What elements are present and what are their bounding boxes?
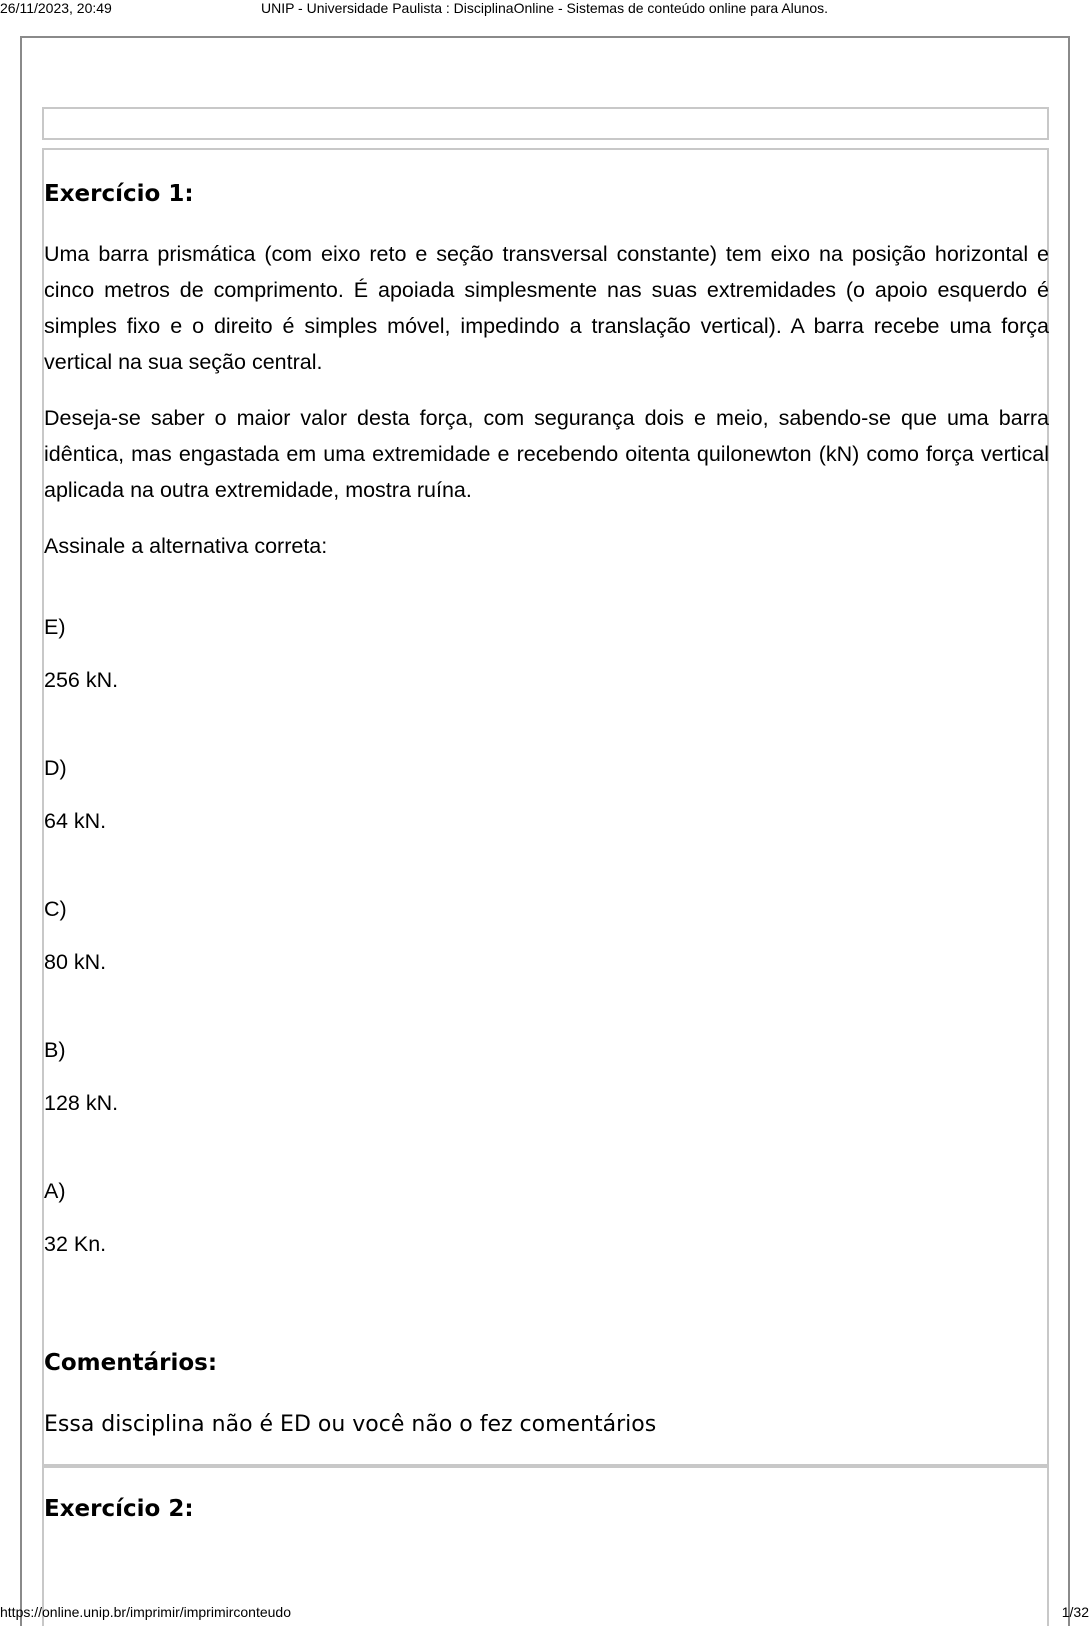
option-d-value: 64 kN. [44,809,107,833]
option-e-letter[interactable]: E) [44,615,66,639]
comments-text: Essa disciplina não é ED ou você não o fez comentários [44,1412,657,1437]
print-footer [0,1604,1089,1626]
option-b-letter[interactable]: B) [44,1038,66,1062]
option-d-letter[interactable]: D) [44,756,67,780]
exercise-1-paragraph-1: Uma barra prismática (com eixo reto e seção transversal constante) tem eixo na posição horizontal e cinco metros de comprimento. É apoiada simplesmente nas suas extremidades (o apoio esquerdo é simples fixo e o direito é simples móvel, impedindo a translação vertical). A barra recebe uma força vertical na sua seção central. [44,242,1049,374]
exercise-1-instruction: Assinale a alternativa correta: [44,534,328,558]
content-frame [20,36,1070,1626]
empty-header-box [42,107,1049,140]
exercise-2-title: Exercício 2: [44,1496,194,1522]
print-datetime: 26/11/2023, 20:49 [0,0,112,16]
exercise-1-paragraph-2: Deseja-se saber o maior valor desta força, com segurança dois e meio, sabendo-se que uma barra idêntica, mas engastada em uma extremidade e recebendo oitenta quilonewton (kN) como força vertical aplicada na outra extremidade, mostra ruína. [44,406,1049,502]
exercise-1-card [42,148,1049,1466]
option-c-value: 80 kN. [44,950,107,974]
option-c-letter[interactable]: C) [44,897,67,921]
option-b-value: 128 kN. [44,1091,119,1115]
exercise-2-card [42,1466,1049,1626]
option-e-value: 256 kN. [44,668,119,692]
option-a-letter[interactable]: A) [44,1179,66,1203]
print-page-title: UNIP - Universidade Paulista : DisciplinaOnline - Sistemas de conteúdo online para Alunos. [260,0,829,16]
option-a-value: 32 Kn. [44,1232,107,1256]
print-url: https://online.unip.br/imprimir/imprimirconteudo [0,1604,291,1620]
print-page-number: 1/32 [1061,1604,1089,1620]
print-header [0,0,1089,22]
comments-title: Comentários: [44,1350,218,1376]
exercise-1-title: Exercício 1: [44,181,194,207]
